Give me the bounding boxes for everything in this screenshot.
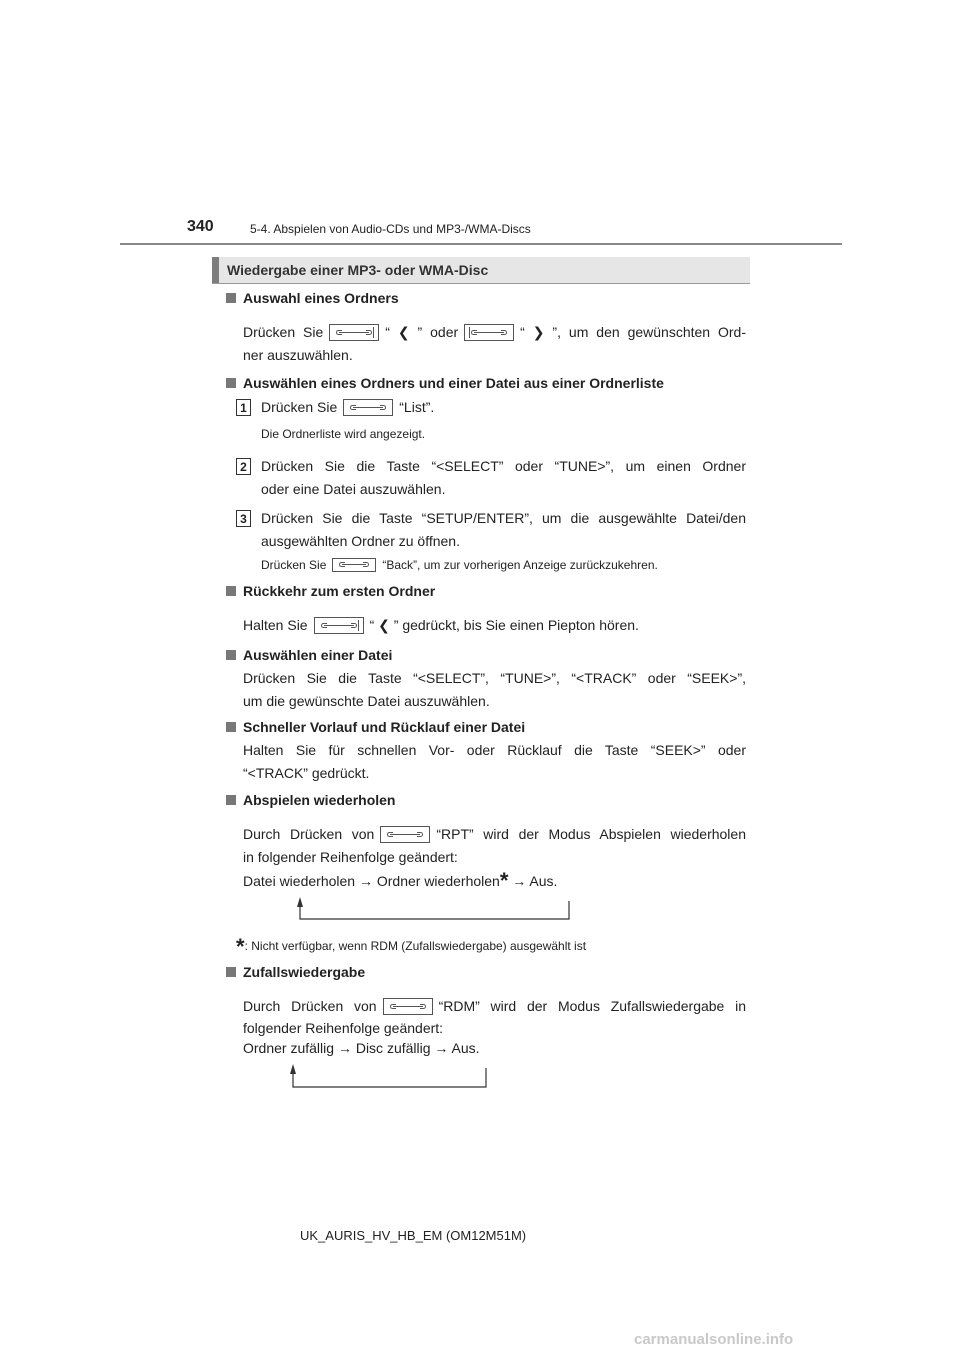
text: “ ❯ ”, um den gewünschten Ord- <box>520 324 746 340</box>
random-line1 <box>243 995 746 1018</box>
text: Drücken Sie <box>261 558 327 572</box>
bullet-square-icon <box>226 586 236 596</box>
heading-first-folder <box>226 583 435 599</box>
text: “ ❮ ” oder <box>385 324 459 340</box>
text: “RDM” wird der Modus Zufallswiedergabe in <box>438 998 746 1014</box>
rocker-switch-down-icon <box>329 324 379 341</box>
rocker-switch-down-icon <box>314 617 364 634</box>
step3-text <box>261 507 746 553</box>
repeat-line1 <box>243 823 746 846</box>
footnote-asterisk: * <box>236 934 245 959</box>
heading-file-select <box>226 647 392 663</box>
bullet-square-icon <box>226 650 236 660</box>
arrow-right-icon: → <box>512 873 527 889</box>
bullet-square-icon <box>226 722 236 732</box>
step1-note: Die Ordnerliste wird angezeigt. <box>261 427 426 441</box>
text: “Back”, um zur vorherigen Anzeige zurückzukehren. <box>382 558 658 572</box>
repeat-line2: in folgender Reihenfolge geändert: <box>243 849 458 865</box>
file-select-line2: um die gewünschte Datei auszuwählen. <box>243 693 490 709</box>
seq-item: Disc zufällig <box>355 1040 431 1056</box>
random-cycle-arrow <box>283 1062 493 1092</box>
random-sequence <box>243 1038 746 1058</box>
first-folder-text <box>243 614 746 637</box>
heading-folder-list <box>226 375 664 391</box>
heading-text: Auswählen eines Ordners und einer Datei aus einer Ordnerliste <box>243 375 664 391</box>
section-title: Wiedergabe einer MP3- oder WMA-Disc <box>227 262 489 278</box>
step3-line1: Drücken Sie die Taste “SETUP/ENTER”, um die ausgewählte Datei/den <box>261 510 746 526</box>
heading-fast-forward <box>226 719 525 735</box>
rpt-button-icon <box>380 826 430 843</box>
step2-line1: Drücken Sie die Taste “<SELECT” oder “TUNE>”, um einen Ordner <box>261 458 746 474</box>
seq-item: Ordner zufällig <box>243 1040 335 1056</box>
bullet-square-icon <box>226 378 236 388</box>
list-button-icon <box>343 399 393 416</box>
folder-select-line1 <box>243 321 746 344</box>
seq-item: Ordner wiederholen <box>376 873 500 889</box>
chapter-heading: 5-4. Abspielen von Audio-CDs und MP3-/WMA-Discs <box>250 222 531 236</box>
heading-random <box>226 964 365 980</box>
text: Drücken Sie <box>243 324 324 340</box>
rdm-button-icon <box>383 998 433 1015</box>
section-title-box <box>212 257 750 284</box>
text: “ ❮ ” gedrückt, bis Sie einen Piepton hören. <box>369 617 639 633</box>
file-select-text <box>243 667 746 713</box>
folder-select-line2: ner auszuwählen. <box>243 347 353 363</box>
text: Drücken Sie <box>261 399 338 415</box>
fast-line2: “<TRACK” gedrückt. <box>243 765 370 781</box>
step3-note <box>261 558 658 572</box>
repeat-text <box>243 823 746 893</box>
page-number: 340 <box>187 218 214 235</box>
step-number-1: 1 <box>236 399 251 416</box>
seq-item: Aus. <box>529 873 558 889</box>
footnote <box>236 934 586 960</box>
random-line2: folgender Reihenfolge geändert: <box>243 1020 444 1036</box>
heading-text: Zufallswiedergabe <box>243 964 366 980</box>
watermark: carmanualsonline.info <box>634 1331 794 1348</box>
step-number-3: 3 <box>236 510 251 527</box>
bullet-square-icon <box>226 795 236 805</box>
text: Durch Drücken von <box>243 998 377 1014</box>
bullet-square-icon <box>226 967 236 977</box>
asterisk: * <box>499 868 509 893</box>
step1-text <box>261 396 746 419</box>
heading-folder-select <box>226 290 399 306</box>
text: Durch Drücken von <box>243 826 375 842</box>
random-text <box>243 995 746 1058</box>
file-select-line1: Drücken Sie die Taste “<SELECT”, “TUNE>”, “<TRACK” oder “SEEK>”, <box>243 670 746 686</box>
back-button-icon <box>332 558 376 572</box>
footnote-text: : Nicht verfügbar, wenn RDM (Zufallswiedergabe) ausgewählt ist <box>244 939 587 953</box>
fast-text <box>243 739 746 785</box>
heading-text: Rückkehr zum ersten Ordner <box>243 583 436 599</box>
arrow-right-icon: → <box>358 873 373 889</box>
heading-repeat <box>226 792 395 808</box>
arrow-right-icon: → <box>434 1040 449 1056</box>
heading-text: Auswahl eines Ordners <box>243 290 399 306</box>
step-number-2: 2 <box>236 458 251 475</box>
heading-text: Abspielen wiederholen <box>243 792 396 808</box>
seq-item: Aus. <box>451 1040 480 1056</box>
document-code: UK_AURIS_HV_HB_EM (OM12M51M) <box>300 1228 527 1243</box>
arrow-right-icon: → <box>337 1040 352 1056</box>
heading-text: Schneller Vorlauf und Rücklauf einer Datei <box>243 719 526 735</box>
text: Halten Sie <box>243 617 308 633</box>
text: “List”. <box>399 399 435 415</box>
text: “RPT” wird der Modus Abspielen wiederholen <box>436 826 746 842</box>
folder-select-text <box>243 321 746 367</box>
repeat-cycle-arrow <box>290 895 575 925</box>
rocker-switch-up-icon <box>464 324 514 341</box>
repeat-sequence <box>243 869 746 893</box>
section-title-bar <box>212 257 219 283</box>
step2-text <box>261 455 746 501</box>
step2-line2: oder eine Datei auszuwählen. <box>261 481 446 497</box>
heading-text: Auswählen einer Datei <box>243 647 393 663</box>
header-divider <box>120 243 842 245</box>
bullet-square-icon <box>226 293 236 303</box>
step3-line2: ausgewählten Ordner zu öffnen. <box>261 533 460 549</box>
seq-item: Datei wiederholen <box>243 873 356 889</box>
fast-line1: Halten Sie für schnellen Vor- oder Rücklauf die Taste “SEEK>” oder <box>243 742 746 758</box>
